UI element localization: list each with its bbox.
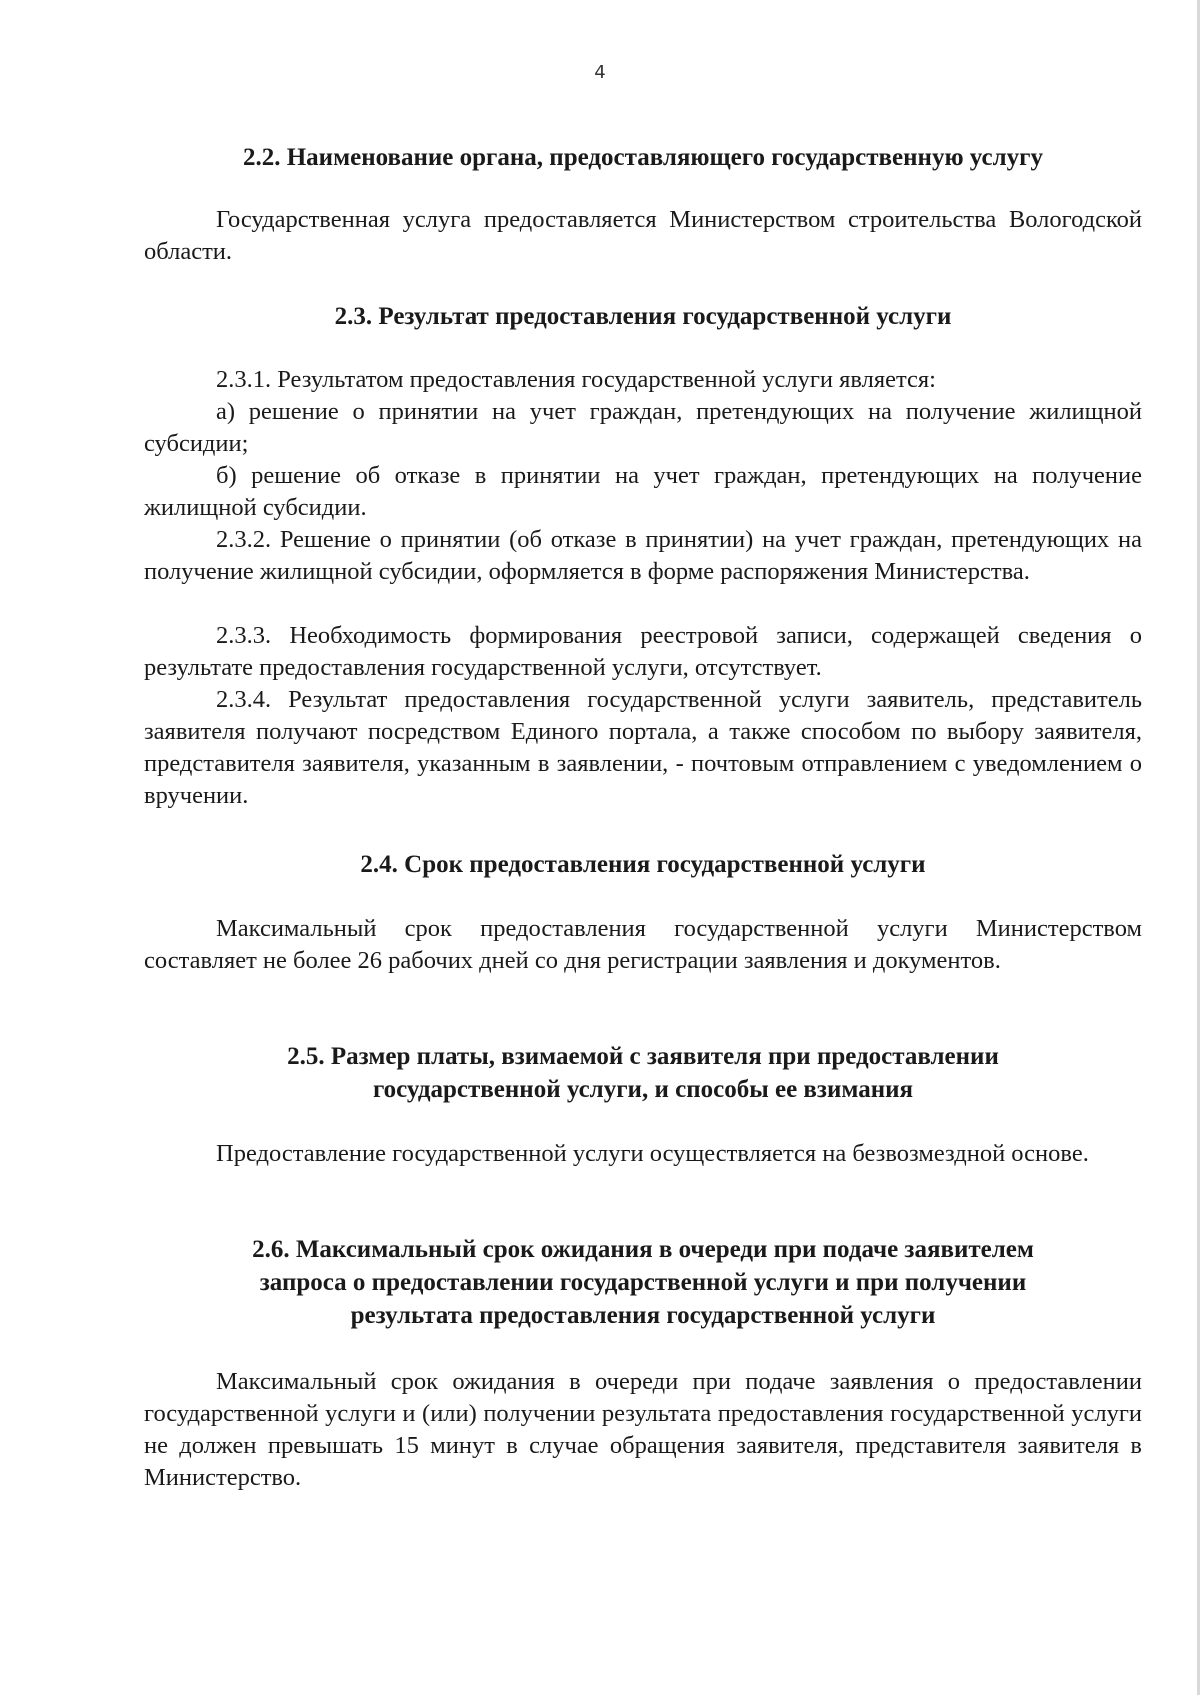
paragraph-2-3-1: 2.3.1. Результатом предоставления государственной услуги является: [216,366,936,393]
paragraph-2-2: Государственная услуга предоставляется Министерством строительства Вологодской области. [144,206,1142,265]
paragraph-2-3-1-b: б) решение об отказе в принятии на учет граждан, претендующих на получение жилищной субсидии. [144,462,1142,521]
heading-2-4: 2.4. Срок предоставления государственной услуги [360,851,926,878]
paragraph-2-4: Максимальный срок предоставления государственной услуги Министерством составляет не более 26 рабочих дней со дня регистрации заявления и документов. [144,915,1142,974]
heading-2-5: 2.5. Размер платы, взимаемой с заявителя при предоставлении государственной услуги, и способы ее взимания [287,1043,999,1103]
paragraph-2-3-1-a: а) решение о принятии на учет граждан, претендующих на получение жилищной субсидии; [144,398,1142,457]
heading-2-3: 2.3. Результат предоставления государственной услуги [334,303,952,330]
heading-2-2: 2.2. Наименование органа, предоставляющего государственную услугу [242,144,1044,171]
paragraph-2-3-3: 2.3.3. Необходимость формирования реестровой записи, содержащей сведения о результате предоставления государственной услуги, отсутствует. [144,622,1142,681]
paragraph-2-6: Максимальный срок ожидания в очереди при подаче заявления о предоставлении государственной услуги и (или) получении результата предоставления государственной услуги не должен превышать 15 минут в случае обращения заявителя, представителя заявителя в Министерство. [144,1368,1142,1491]
paragraph-2-3-2: 2.3.2. Решение о принятии (об отказе в принятии) на учет граждан, претендующих на получение жилищной субсидии, оформляется в форме распоряжения Министерства. [144,526,1142,585]
heading-2-6: 2.6. Максимальный срок ожидания в очереди при подаче заявителем запроса о предоставлении государственной услуги и при получении результата предоставления государственной услуги [252,1236,1034,1329]
paragraph-2-3-4: 2.3.4. Результат предоставления государственной услуги заявитель, представитель заявителя получают посредством Единого портала, а также способом по выбору заявителя, представителя заявителя, указанным в заявлении, - почтовым отправлением с уведомлением о вручении. [144,686,1142,809]
page-number: 4 [594,62,606,83]
paragraph-2-5: Предоставление государственной услуги осуществляется на безвозмездной основе. [216,1140,1089,1167]
